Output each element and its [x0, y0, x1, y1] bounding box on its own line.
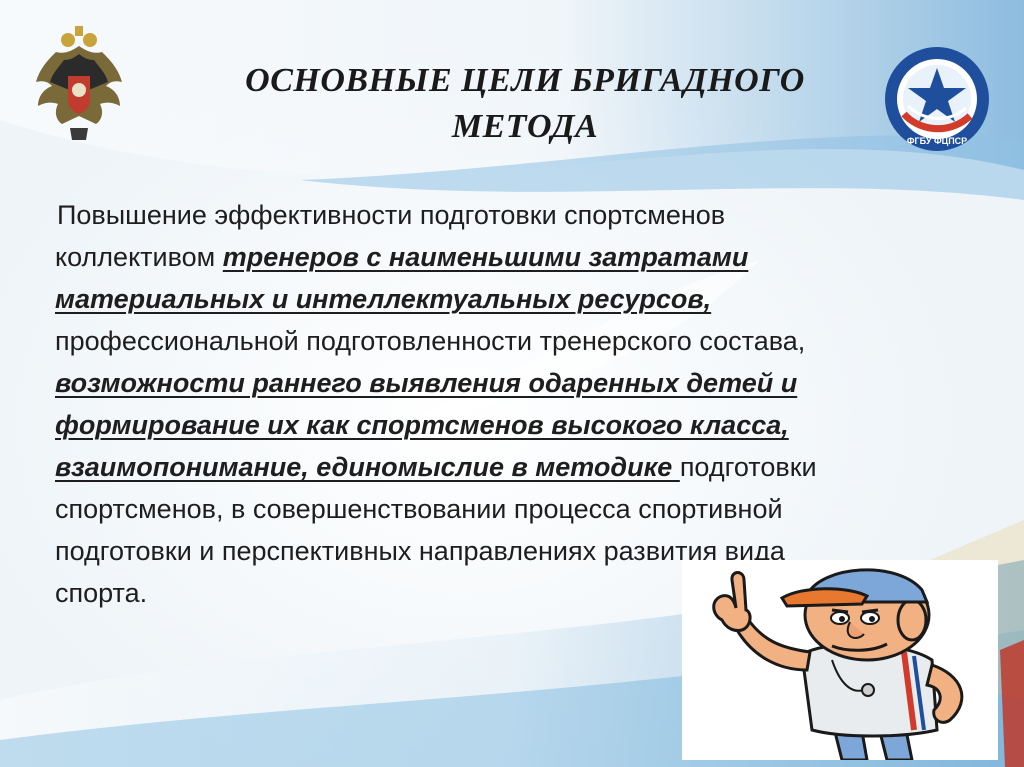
text-line-7 — [55, 446, 925, 488]
coat-of-arms-icon — [30, 24, 128, 144]
slide-number: 4 — [990, 727, 998, 742]
text-line-8: спортсменов, в совершенствовании процесса спортивной — [55, 494, 783, 524]
text-line-2-plain: коллективом — [55, 242, 223, 272]
text-line-2 — [55, 236, 925, 278]
text-line-10: спорта. — [55, 578, 148, 608]
text-line-7-emphasis: взаимопонимание, единомыслие в методике — [55, 452, 680, 482]
text-line-9: подготовки и перспективных направлениях развития вида — [55, 536, 785, 566]
text-line-5: возможности раннего выявления одаренных детей и — [55, 368, 798, 398]
title-line-1: ОСНОВНЫЕ ЦЕЛИ БРИГАДНОГО — [245, 62, 805, 99]
text-line-4: профессиональной подготовленности тренерского состава, — [55, 326, 806, 356]
text-line-7-plain: подготовки — [679, 452, 817, 482]
goals-paragraph — [55, 194, 925, 614]
text-line-1: Повышение эффективности подготовки спортсменов — [57, 200, 726, 230]
coach-cartoon-image — [682, 560, 998, 760]
logo-bottom-text: ФГБУ ФЦПСР — [906, 136, 968, 146]
text-line-6: формирование их как спортсменов высокого класса, — [55, 410, 789, 440]
title-line-2: МЕТОДА — [451, 108, 599, 145]
slide-title — [150, 58, 900, 150]
text-line-3: материальных и интеллектуальных ресурсов, — [55, 284, 712, 314]
text-line-2-emphasis: тренеров с наименьшими затратами — [222, 242, 749, 272]
